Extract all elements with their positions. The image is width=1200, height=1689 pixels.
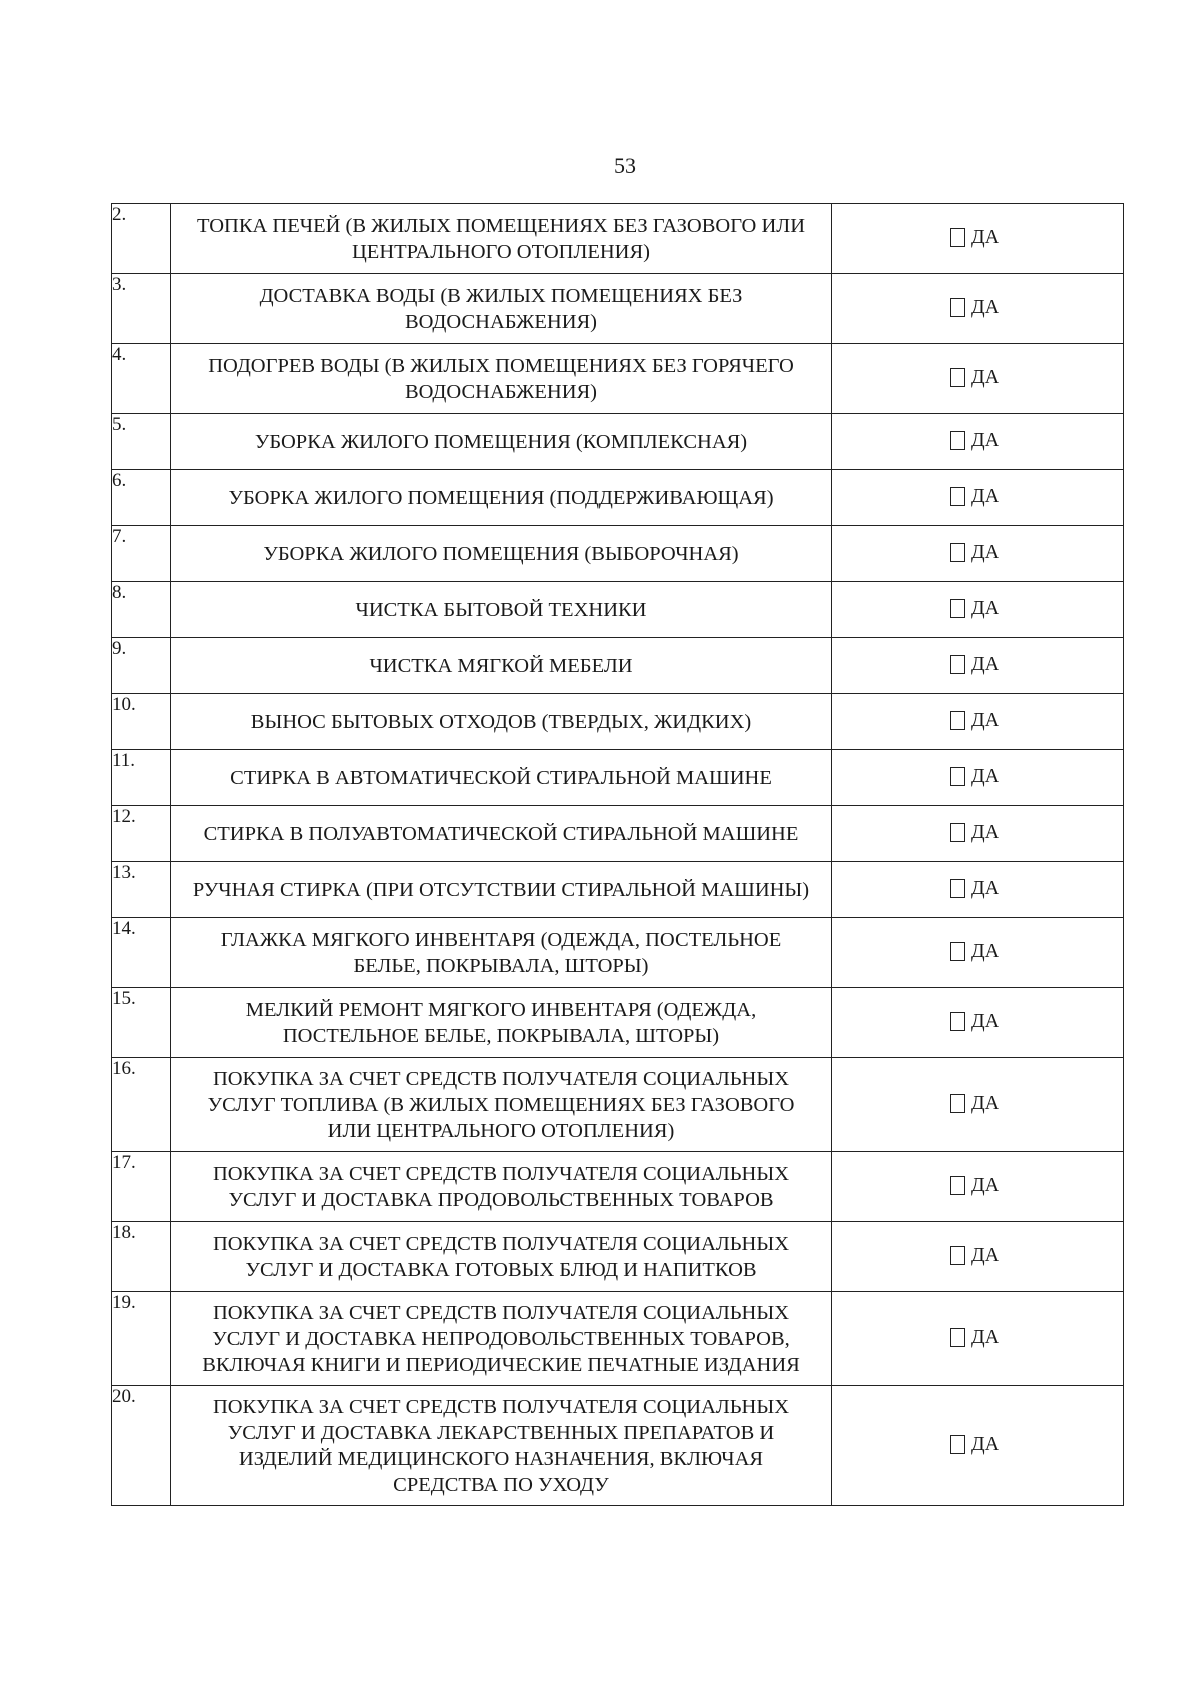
yes-label: ДА: [970, 1432, 1000, 1455]
yes-checkbox[interactable]: [950, 1176, 965, 1195]
table-row: [112, 204, 1124, 274]
yes-cell: [832, 1058, 1124, 1152]
yes-checkbox[interactable]: [950, 1435, 965, 1454]
yes-option[interactable]: [950, 1244, 999, 1267]
yes-checkbox[interactable]: [950, 599, 965, 618]
yes-checkbox[interactable]: [950, 1012, 965, 1031]
yes-checkbox[interactable]: [950, 1246, 965, 1265]
table-row: [112, 638, 1124, 694]
yes-checkbox[interactable]: [950, 431, 965, 450]
row-number: 18.: [112, 1222, 171, 1292]
service-name: [171, 344, 832, 414]
row-number: 20.: [112, 1386, 171, 1506]
yes-cell: [832, 344, 1124, 414]
yes-option[interactable]: [950, 226, 999, 249]
service-name: [171, 638, 832, 694]
table-row: [112, 470, 1124, 526]
services-table: [111, 203, 1124, 1506]
service-name: [171, 1222, 832, 1292]
service-name-line: ПОКУПКА ЗА СЧЕТ СРЕДСТВ ПОЛУЧАТЕЛЯ СОЦИАЛЬНЫХ: [212, 1162, 790, 1185]
yes-option[interactable]: [950, 296, 999, 319]
service-name-line: УСЛУГ ТОПЛИВА (В ЖИЛЫХ ПОМЕЩЕНИЯХ БЕЗ ГАЗОВОГО: [207, 1093, 795, 1116]
table-row: [112, 694, 1124, 750]
row-number: 4.: [112, 344, 171, 414]
service-name-line: ДОСТАВКА ВОДЫ (В ЖИЛЫХ ПОМЕЩЕНИЯХ БЕЗ: [259, 284, 743, 307]
yes-option[interactable]: [950, 485, 999, 508]
service-name-line: ВОДОСНАБЖЕНИЯ): [404, 380, 598, 403]
service-name: [171, 1292, 832, 1386]
service-name-line: ИЛИ ЦЕНТРАЛЬНОГО ОТОПЛЕНИЯ): [327, 1119, 675, 1142]
yes-option[interactable]: [950, 765, 999, 788]
yes-option[interactable]: [950, 709, 999, 732]
table-row: [112, 806, 1124, 862]
yes-option[interactable]: [950, 597, 999, 620]
yes-checkbox[interactable]: [950, 1094, 965, 1113]
yes-checkbox[interactable]: [950, 655, 965, 674]
yes-option[interactable]: [950, 541, 999, 564]
yes-label: ДА: [970, 1009, 1000, 1032]
service-name-line: УБОРКА ЖИЛОГО ПОМЕЩЕНИЯ (ПОДДЕРЖИВАЮЩАЯ): [228, 486, 774, 509]
yes-checkbox[interactable]: [950, 298, 965, 317]
yes-label: ДА: [970, 1325, 1000, 1348]
yes-cell: [832, 750, 1124, 806]
service-name-line: УСЛУГ И ДОСТАВКА ПРОДОВОЛЬСТВЕННЫХ ТОВАРОВ: [228, 1188, 774, 1211]
service-name-line: УСЛУГ И ДОСТАВКА НЕПРОДОВОЛЬСТВЕННЫХ ТОВАРОВ,: [212, 1327, 790, 1350]
yes-label: ДА: [970, 365, 1000, 388]
service-name: [171, 582, 832, 638]
yes-option[interactable]: [950, 1326, 999, 1349]
service-name-line: УСЛУГ И ДОСТАВКА ГОТОВЫХ БЛЮД И НАПИТКОВ: [245, 1258, 757, 1281]
yes-checkbox[interactable]: [950, 543, 965, 562]
row-number: 14.: [112, 918, 171, 988]
service-name-line: СТИРКА В АВТОМАТИЧЕСКОЙ СТИРАЛЬНОЙ МАШИНЕ: [230, 766, 772, 789]
table-row: [112, 1292, 1124, 1386]
service-name-line: МЕЛКИЙ РЕМОНТ МЯГКОГО ИНВЕНТАРЯ (ОДЕЖДА,: [245, 998, 757, 1021]
yes-label: ДА: [970, 1091, 1000, 1114]
row-number: 12.: [112, 806, 171, 862]
yes-cell: [832, 1222, 1124, 1292]
yes-option[interactable]: [950, 653, 999, 676]
table-row: [112, 1386, 1124, 1506]
table-row: [112, 414, 1124, 470]
yes-option[interactable]: [950, 1092, 999, 1115]
service-name: [171, 470, 832, 526]
service-name-line: УБОРКА ЖИЛОГО ПОМЕЩЕНИЯ (КОМПЛЕКСНАЯ): [254, 430, 748, 453]
yes-checkbox[interactable]: [950, 823, 965, 842]
service-name-line: ПОДОГРЕВ ВОДЫ (В ЖИЛЫХ ПОМЕЩЕНИЯХ БЕЗ ГОРЯЧЕГО: [208, 354, 794, 377]
row-number: 10.: [112, 694, 171, 750]
row-number: 7.: [112, 526, 171, 582]
yes-checkbox[interactable]: [950, 767, 965, 786]
service-name-line: ВКЛЮЧАЯ КНИГИ И ПЕРИОДИЧЕСКИЕ ПЕЧАТНЫЕ ИЗДАНИЯ: [202, 1353, 800, 1376]
service-name-line: ТОПКА ПЕЧЕЙ (В ЖИЛЫХ ПОМЕЩЕНИЯХ БЕЗ ГАЗОВОГО ИЛИ: [196, 214, 806, 237]
service-name-line: ЧИСТКА БЫТОВОЙ ТЕХНИКИ: [355, 598, 647, 621]
yes-checkbox[interactable]: [950, 711, 965, 730]
yes-label: ДА: [970, 428, 1000, 451]
table-row: [112, 274, 1124, 344]
yes-label: ДА: [970, 820, 1000, 843]
yes-checkbox[interactable]: [950, 1328, 965, 1347]
yes-cell: [832, 862, 1124, 918]
yes-option[interactable]: [950, 877, 999, 900]
service-name: [171, 414, 832, 470]
row-number: 3.: [112, 274, 171, 344]
row-number: 8.: [112, 582, 171, 638]
service-name: [171, 806, 832, 862]
yes-label: ДА: [970, 540, 1000, 563]
yes-cell: [832, 204, 1124, 274]
table-row: [112, 918, 1124, 988]
table-row: [112, 1058, 1124, 1152]
yes-cell: [832, 806, 1124, 862]
yes-cell: [832, 638, 1124, 694]
yes-cell: [832, 694, 1124, 750]
table-row: [112, 344, 1124, 414]
yes-cell: [832, 414, 1124, 470]
yes-option[interactable]: [950, 1010, 999, 1033]
yes-checkbox[interactable]: [950, 487, 965, 506]
service-name: [171, 1386, 832, 1506]
row-number: 11.: [112, 750, 171, 806]
row-number: 16.: [112, 1058, 171, 1152]
table-row: [112, 862, 1124, 918]
service-name-line: ПОКУПКА ЗА СЧЕТ СРЕДСТВ ПОЛУЧАТЕЛЯ СОЦИАЛЬНЫХ: [212, 1067, 790, 1090]
yes-label: ДА: [970, 708, 1000, 731]
service-name-line: ВЫНОС БЫТОВЫХ ОТХОДОВ (ТВЕРДЫХ, ЖИДКИХ): [250, 710, 752, 733]
yes-label: ДА: [970, 876, 1000, 899]
service-name: [171, 694, 832, 750]
service-name-line: ВОДОСНАБЖЕНИЯ): [404, 310, 598, 333]
service-name: [171, 918, 832, 988]
yes-cell: [832, 526, 1124, 582]
service-name-line: ПОСТЕЛЬНОЕ БЕЛЬЕ, ПОКРЫВАЛА, ШТОРЫ): [282, 1024, 720, 1047]
yes-cell: [832, 988, 1124, 1058]
row-number: 17.: [112, 1152, 171, 1222]
yes-label: ДА: [970, 939, 1000, 962]
yes-option[interactable]: [950, 1174, 999, 1197]
yes-cell: [832, 1152, 1124, 1222]
service-name: [171, 988, 832, 1058]
yes-option[interactable]: [950, 940, 999, 963]
table-row: [112, 1222, 1124, 1292]
row-number: 15.: [112, 988, 171, 1058]
table-row: [112, 582, 1124, 638]
service-name-line: УСЛУГ И ДОСТАВКА ЛЕКАРСТВЕННЫХ ПРЕПАРАТОВ И: [227, 1421, 775, 1444]
service-name-line: ПОКУПКА ЗА СЧЕТ СРЕДСТВ ПОЛУЧАТЕЛЯ СОЦИАЛЬНЫХ: [212, 1232, 790, 1255]
service-name-line: ПОКУПКА ЗА СЧЕТ СРЕДСТВ ПОЛУЧАТЕЛЯ СОЦИАЛЬНЫХ: [212, 1395, 790, 1418]
page-number: 53: [614, 153, 636, 178]
yes-label: ДА: [970, 764, 1000, 787]
service-name-line: ЦЕНТРАЛЬНОГО ОТОПЛЕНИЯ): [352, 240, 650, 263]
yes-cell: [832, 1292, 1124, 1386]
table-row: [112, 526, 1124, 582]
row-number: 2.: [112, 204, 171, 274]
service-name-line: ПОКУПКА ЗА СЧЕТ СРЕДСТВ ПОЛУЧАТЕЛЯ СОЦИАЛЬНЫХ: [212, 1301, 790, 1324]
yes-label: ДА: [970, 596, 1000, 619]
yes-checkbox[interactable]: [950, 368, 965, 387]
yes-checkbox[interactable]: [950, 942, 965, 961]
yes-checkbox[interactable]: [950, 879, 965, 898]
row-number: 6.: [112, 470, 171, 526]
yes-cell: [832, 1386, 1124, 1506]
row-number: 5.: [112, 414, 171, 470]
yes-option[interactable]: [950, 429, 999, 452]
yes-label: ДА: [970, 1243, 1000, 1266]
yes-cell: [832, 274, 1124, 344]
yes-checkbox[interactable]: [950, 228, 965, 247]
table-row: [112, 1152, 1124, 1222]
yes-option[interactable]: [950, 1433, 999, 1456]
service-name: [171, 1152, 832, 1222]
service-name-line: ИЗДЕЛИЙ МЕДИЦИНСКОГО НАЗНАЧЕНИЯ, ВКЛЮЧАЯ: [238, 1447, 764, 1470]
yes-cell: [832, 918, 1124, 988]
yes-option[interactable]: [950, 366, 999, 389]
service-name: [171, 862, 832, 918]
service-name: [171, 204, 832, 274]
yes-cell: [832, 470, 1124, 526]
yes-label: ДА: [970, 652, 1000, 675]
table-row: [112, 750, 1124, 806]
services-table-body: [112, 204, 1124, 1506]
yes-option[interactable]: [950, 821, 999, 844]
row-number: 13.: [112, 862, 171, 918]
service-name-line: РУЧНАЯ СТИРКА (ПРИ ОТСУТСТВИИ СТИРАЛЬНОЙ МАШИНЫ): [192, 878, 810, 901]
service-name: [171, 526, 832, 582]
service-name-line: УБОРКА ЖИЛОГО ПОМЕЩЕНИЯ (ВЫБОРОЧНАЯ): [263, 542, 739, 565]
service-name-line: СТИРКА В ПОЛУАВТОМАТИЧЕСКОЙ СТИРАЛЬНОЙ МАШИНЕ: [203, 822, 799, 845]
row-number: 9.: [112, 638, 171, 694]
service-name: [171, 274, 832, 344]
row-number: 19.: [112, 1292, 171, 1386]
service-name-line: СРЕДСТВА ПО УХОДУ: [393, 1473, 609, 1496]
yes-label: ДА: [970, 295, 1000, 318]
yes-label: ДА: [970, 1173, 1000, 1196]
service-name: [171, 1058, 832, 1152]
yes-label: ДА: [970, 225, 1000, 248]
table-row: [112, 988, 1124, 1058]
service-name-line: ЧИСТКА МЯГКОЙ МЕБЕЛИ: [369, 654, 633, 677]
service-name: [171, 750, 832, 806]
yes-label: ДА: [970, 484, 1000, 507]
yes-cell: [832, 582, 1124, 638]
service-name-line: БЕЛЬЕ, ПОКРЫВАЛА, ШТОРЫ): [353, 954, 649, 977]
service-name-line: ГЛАЖКА МЯГКОГО ИНВЕНТАРЯ (ОДЕЖДА, ПОСТЕЛЬНОЕ: [220, 928, 782, 951]
